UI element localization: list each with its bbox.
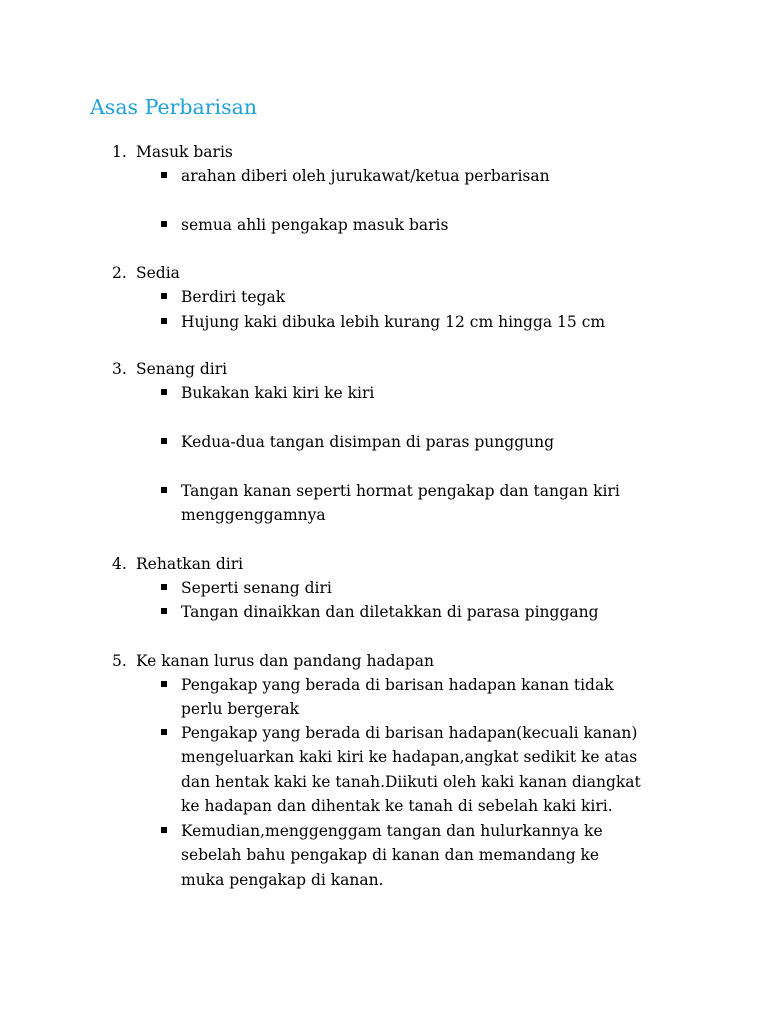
bullet-text-line: Berdiri tegak [181,288,286,306]
bullet-square-icon [161,827,167,833]
bullet-text-line: Tangan dinaikkan dan diletakkan di parasa pinggang [181,603,599,621]
bullet-square-icon [161,681,167,687]
list-item-heading: Masuk baris [136,143,233,161]
bullet-square-icon [161,293,167,299]
list-item-heading: Rehatkan diri [136,555,244,573]
bullet-text-line: Kedua-dua tangan disimpan di paras punggung [181,433,554,451]
list-item-heading: Ke kanan lurus dan pandang hadapan [136,652,434,670]
document-title: Asas Perbarisan [90,95,258,119]
list-item-heading: Sedia [136,264,180,282]
bullet-text-line: Pengakap yang berada di barisan hadapan(kecuali kanan) [181,724,638,742]
bullet-text-line: mengeluarkan kaki kiri ke hadapan,angkat sedikit ke atas [181,748,638,767]
bullet-text-line: perlu bergerak [181,700,300,719]
bullet-square-icon [161,584,167,590]
list-item-number: 3. [112,360,127,378]
bullet-text-line: arahan diberi oleh jurukawat/ketua perbarisan [181,167,550,185]
bullet-square-icon [161,608,167,614]
bullet-text-line: semua ahli pengakap masuk baris [181,216,449,234]
bullet-text-line: Seperti senang diri [181,579,332,597]
bullet-square-icon [161,389,167,395]
bullet-text-line: sebelah bahu pengakap di kanan dan memandang ke [181,846,600,865]
bullet-square-icon [161,487,167,493]
list-item-number: 2. [112,264,127,282]
bullet-text-line: dan hentak kaki ke tanah.Diikuti oleh kaki kanan diangkat [181,772,641,791]
list-item-number: 1. [112,143,127,161]
bullet-text-line: Tangan kanan seperti hormat pengakap dan tangan kiri [181,482,620,500]
bullet-text-line: ke hadapan dan dihentak ke tanah di sebelah kaki kiri. [181,796,613,815]
list-item-number: 4. [112,555,127,573]
bullet-text-line: muka pengakap di kanan. [181,870,384,889]
bullet-text-line: Pengakap yang berada di barisan hadapan kanan tidak [181,676,614,694]
list-item-heading: Senang diri [136,360,228,378]
bullet-square-icon [161,318,167,324]
bullet-text-line: Bukakan kaki kiri ke kiri [181,384,375,402]
bullet-square-icon [161,221,167,227]
bullet-square-icon [161,172,167,178]
bullet-square-icon [161,438,167,444]
bullet-text-line: Kemudian,menggenggam tangan dan hulurkannya ke [181,822,603,840]
bullet-text-line: Hujung kaki dibuka lebih kurang 12 cm hingga 15 cm [181,313,606,331]
list-item-number: 5. [112,652,127,670]
bullet-square-icon [161,729,167,735]
bullet-text-line: menggenggamnya [181,506,326,525]
